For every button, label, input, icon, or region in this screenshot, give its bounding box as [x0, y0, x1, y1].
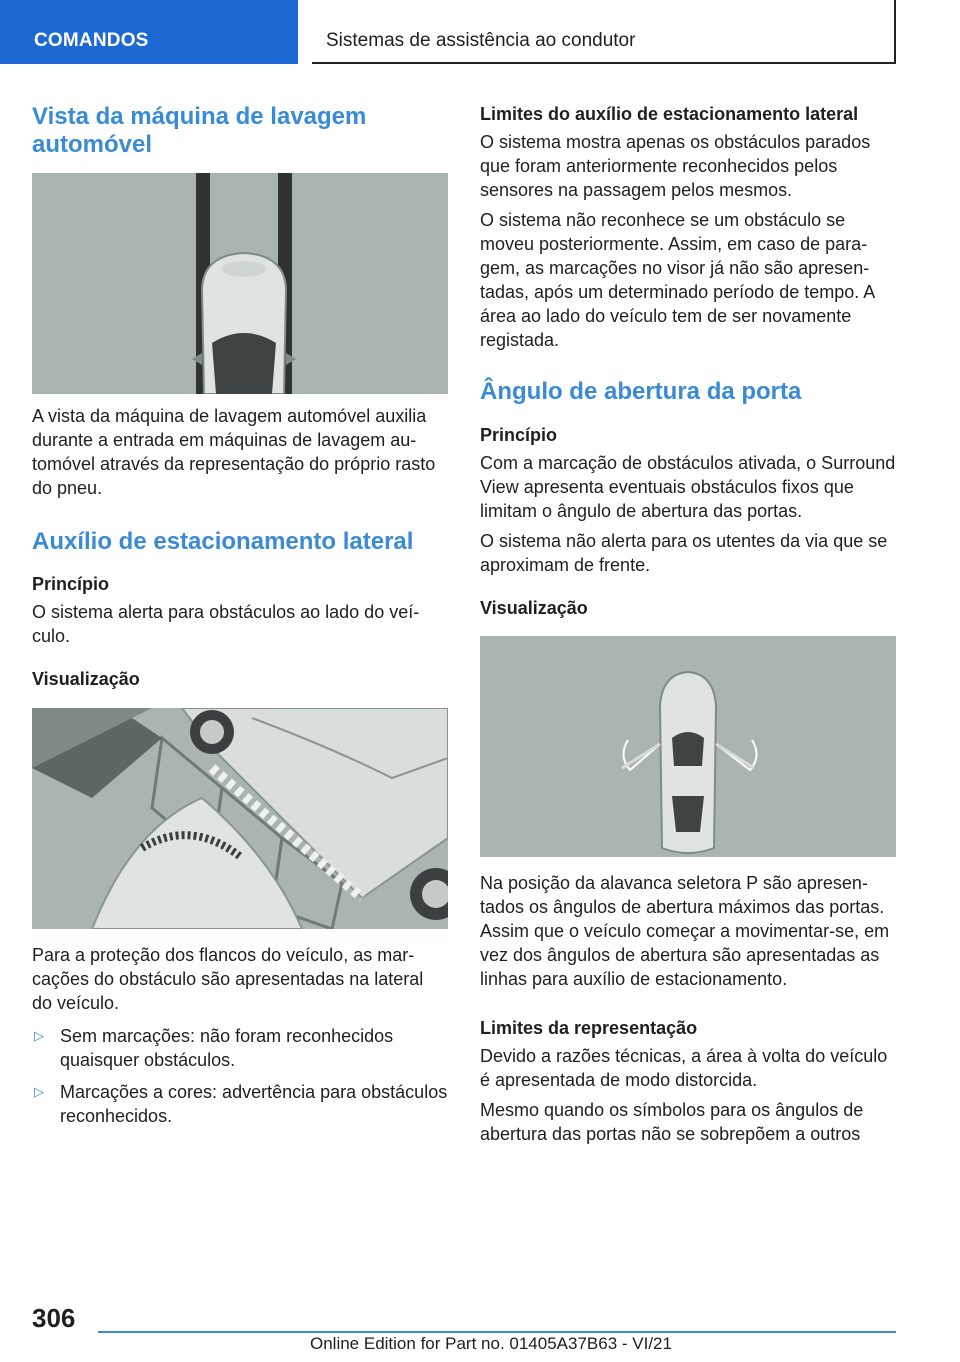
subheading-side-aid-limits: Limites do auxílio de estacionamento lateral: [480, 104, 859, 124]
limits-text-2: O sistema não reconhece se um obstáculo se moveu posteriormente. Assim, em caso de paragem, as marcações no visor já não são apresentadas, após um determinado período de tempo. A área ao lado do veículo tem de ser novamente registada.: [480, 210, 875, 350]
representation-limits-text-2: Mesmo quando os símbolos para os ângulos de abertura das portas não se sobrepõem a outros: [480, 1100, 864, 1144]
flank-protection-text: Para a proteção dos flancos do veículo, as marcações do obstáculo são apresentadas na lateral do veículo.: [32, 945, 424, 1013]
subheading-display: Visualização: [32, 669, 140, 689]
car-wash-illustration: [32, 173, 448, 394]
door-principle-text-1: Com a marcação de obstáculos ativada, o Surround View apresenta eventuais obstáculos fixos que limitam o ângulo de abertura das portas.: [480, 453, 896, 521]
heading-door-opening-angle: Ângulo de abertura da porta: [480, 378, 802, 405]
chapter-title: Sistemas de assistência ao condutor: [326, 30, 636, 51]
chapter-header: [312, 0, 896, 64]
right-column: [480, 103, 896, 1146]
marking-list: [32, 1024, 448, 1128]
subheading-principle: Princípio: [480, 425, 558, 445]
subheading-display: Visualização: [480, 598, 588, 618]
section-title: COMANDOS: [34, 30, 149, 51]
side-parking-illustration: [32, 708, 448, 929]
heading-car-wash-view: Vista da máquina de lavagem automóvel: [32, 103, 367, 158]
subheading-principle: Princípio: [32, 574, 110, 594]
representation-limits-text-1: Devido a razões técnicas, a área à volta do veículo é apresentada de modo distorcida.: [480, 1046, 888, 1090]
principle-text: O sistema alerta para obstáculos ao lado do veículo.: [32, 602, 420, 646]
list-item: ▷ Sem marcações: não foram reconhecidos quaisquer obstáculos.: [32, 1024, 448, 1072]
door-angle-illustration: [480, 636, 896, 857]
list-item: ▷ Marcações a cores: advertência para obstáculos reconhecidos.: [32, 1080, 448, 1128]
heading-side-parking-aid: Auxílio de estacionamento lateral: [32, 528, 414, 555]
section-tab: [0, 0, 298, 64]
edition-note: Online Edition for Part no. 01405A37B63 - VI/21: [310, 1334, 672, 1353]
footer-divider: [98, 1331, 896, 1333]
page-number: 306: [32, 1303, 76, 1333]
car-wash-description: A vista da máquina de lavagem automóvel auxilia durante a entrada em máquinas de lavagem automóvel através da representação do próprio rasto do pneu.: [32, 406, 436, 498]
door-principle-text-2: O sistema não alerta para os utentes da via que se aproximam de frente.: [480, 531, 888, 575]
left-column: [32, 103, 448, 1128]
subheading-representation-limits: Limites da representação: [480, 1018, 698, 1038]
limits-text-1: O sistema mostra apenas os obstáculos parados que foram anteriormente reconhecidos pelos sensores na passagem pelos mesmos.: [480, 132, 871, 200]
opening-angles-text: Na posição da alavanca seletora P são apresentados os ângulos de abertura máximos das portas. Assim que o veículo começar a movimentar-se, em vez dos ângulos de abertura são apresentadas as linhas para auxílio de estacionamento.: [480, 873, 890, 989]
